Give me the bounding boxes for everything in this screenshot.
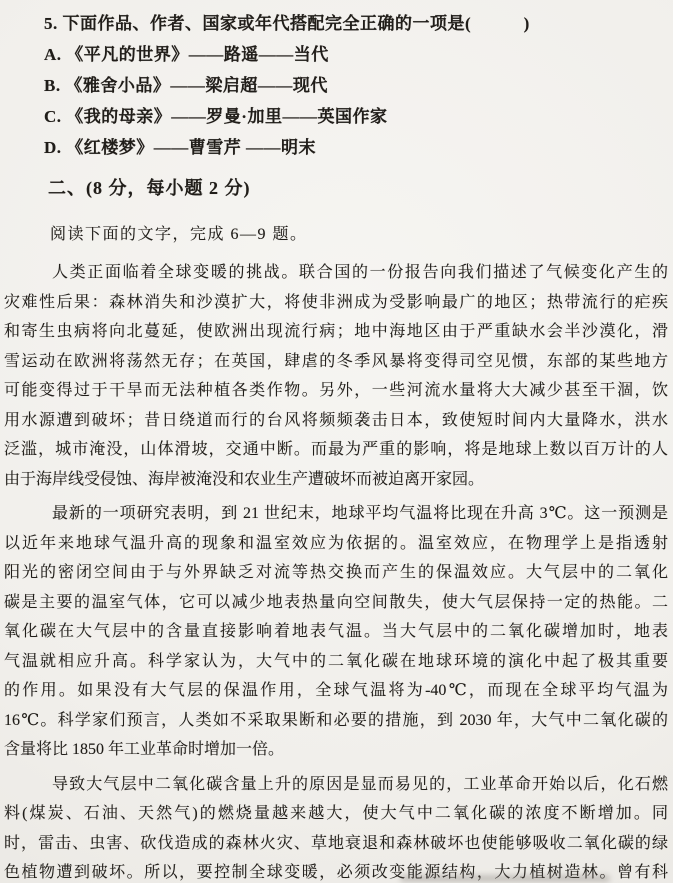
text-line: 色植物遭到破坏。所以，要控制全球变暖，必须改变能源结构，大力植树造林。曾有科	[4, 864, 668, 881]
passage-paragraph-1	[4, 258, 668, 494]
section-heading: 二、(8 分，每小题 2 分)	[48, 178, 251, 198]
text-line: 灾难性后果：森林消失和沙漠扩大，将使非洲成为受影响最广的地区；热带流行的疟疾	[4, 293, 668, 311]
question-option: C. 《我的母亲》——罗曼·加里——英国作家	[44, 107, 388, 126]
scan-smudge	[400, 875, 610, 882]
question-option: D. 《红楼梦》——曹雪芹 ——明末	[44, 138, 317, 157]
text-line: 导致大气层中二氧化碳含量上升的原因是显而易见的，工业革命开始以后，化石燃	[52, 775, 668, 793]
text-line: 的作用。如果没有大气层的保温作用，全球气温将为-40℃，而现在全球平均气温为	[4, 682, 668, 699]
text-line: 和寄生虫病将向北蔓延，使欧洲出现流行病；地中海地区由于严重缺水会半沙漠化，滑	[4, 323, 668, 340]
question-option: B. 《雅舍小品》——梁启超——现代	[44, 76, 328, 95]
text-line: 16℃。科学家们预言，人类如不采取果断和必要的措施，到 2030 年，大气中二氧化碳的	[4, 711, 668, 729]
text-line: 由于海岸线受侵蚀、海岸被淹没和农业生产遭破坏而被迫离开家园。	[4, 470, 485, 488]
question-options	[44, 39, 655, 163]
text-line: 氧化碳在大气层中的含量直接影响着地表气温。当大气层中的二氧化碳增加时，地表	[4, 623, 668, 640]
text-line: 气温就相应升高。科学家认为，大气中的二氧化碳在地球环境的演化中起了极其重要	[4, 652, 668, 670]
text-line: 人类正面临着全球变暖的挑战。联合国的一份报告向我们描述了气候变化产生的	[52, 264, 668, 281]
text-line: 阳光的密闭空间由于与外界缺乏对流等热交换而产生的保温效应。大气层中的二氧化	[4, 564, 668, 581]
text-line: 含量将比 1850 年工业革命时增加一倍。	[4, 741, 285, 758]
text-line: 泛滥，城市淹没，山体滑坡，交通中断。而最为严重的影响，将是地球上数以百万计的人	[4, 441, 668, 458]
question-5-block	[0, 0, 673, 163]
text-line: 最新的一项研究表明，到 21 世纪末，地球平均气温将比现在升高 3℃。这一预测是	[52, 505, 668, 522]
text-line: 以近年来地球气温升高的现象和温室效应为依据的。温室效应，在物理学上是指透射	[4, 534, 668, 552]
text-line: 时，雷击、虫害、砍伐造成的森林火灾、草地衰退和森林破坏也使能够吸收二氧化碳的绿	[4, 834, 668, 852]
text-line: 料(煤炭、石油、天然气)的燃烧量越来越大，使大气中二氧化碳的浓度不断增加。同	[4, 805, 668, 822]
text-line: 可能变得过于干旱而无法种植各类作物。另外，一些河流水量将大大减少甚至干涸，饮	[4, 382, 668, 399]
text-line: 雪运动在欧洲将荡然无存；在英国，肆虐的冬季风暴将变得司空见惯，东部的某些地方	[4, 352, 668, 370]
question-option: A. 《平凡的世界》——路遥——当代	[44, 45, 329, 64]
text-line: 用水源遭到破坏；昔日绕道而行的台风将频频袭击日本，致使短时间内大量降水，洪水	[4, 411, 668, 429]
reading-passage	[0, 250, 673, 883]
passage-paragraph-3	[4, 770, 668, 883]
passage-paragraph-2	[4, 499, 668, 765]
text-line: 碳是主要的温室气体，它可以减少地表热量向空间散失，使大气层保持一定的热能。二	[4, 593, 668, 611]
question-stem: 5. 下面作品、作者、国家或年代搭配完全正确的一项是( )	[44, 14, 530, 33]
passage-intro: 阅读下面的文字，完成 6—9 题。	[50, 226, 308, 243]
